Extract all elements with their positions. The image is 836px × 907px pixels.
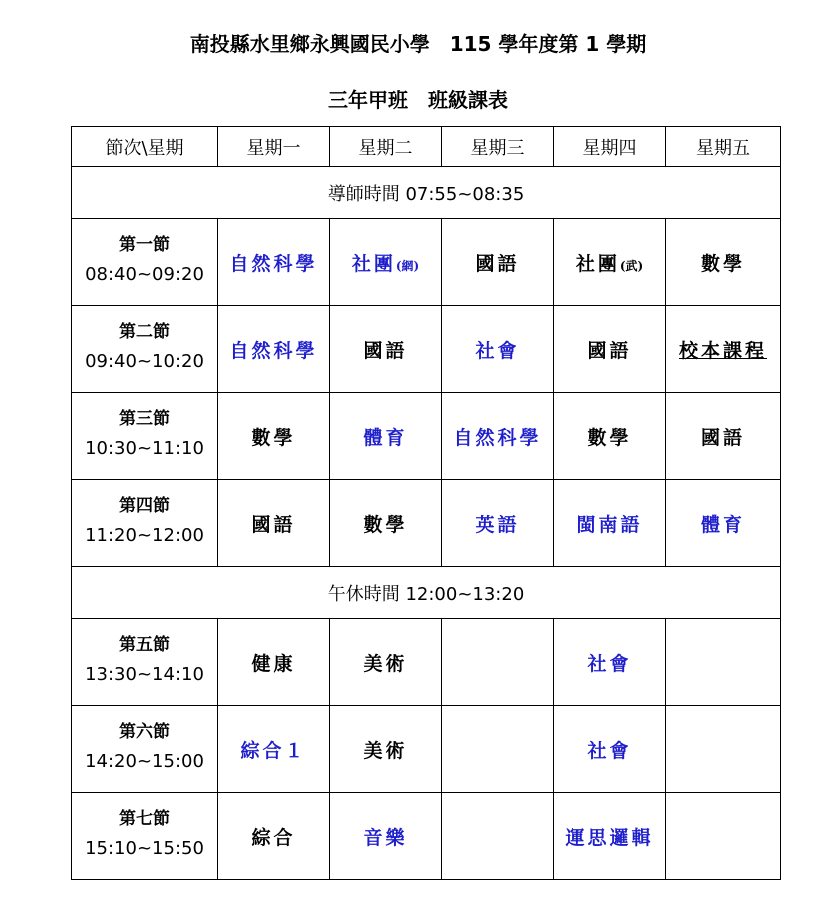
period-time: 15:10~15:50 <box>85 838 204 859</box>
subject-cell <box>554 306 666 393</box>
subject-cell <box>666 393 781 480</box>
subject-cell <box>330 793 442 880</box>
period-row <box>72 793 781 880</box>
subject-name: 體育 <box>363 426 408 449</box>
subject-cell <box>442 619 554 706</box>
subject-cell <box>330 480 442 567</box>
subject-cell <box>218 219 330 306</box>
subject-suffix: (網) <box>395 258 420 273</box>
subject-cell <box>218 706 330 793</box>
subject-name: 自然科學 <box>229 339 318 362</box>
period-row <box>72 393 781 480</box>
subject-cell <box>554 393 666 480</box>
subject-name: 社會 <box>475 339 520 362</box>
period-name: 第六節 <box>119 722 170 742</box>
subject-name: 運思邏輯 <box>565 826 654 849</box>
period-time: 09:40~10:20 <box>85 351 204 372</box>
subject-cell <box>666 480 781 567</box>
period-label <box>72 619 218 706</box>
subject-name: 綜合 <box>251 826 296 849</box>
subject-cell <box>554 706 666 793</box>
period-label <box>72 793 218 880</box>
day-header-mon: 星期一 <box>218 127 330 167</box>
school-term-title: 南投縣水里鄉永興國民小學 115 學年度第 1 學期 <box>189 32 647 56</box>
period-label <box>72 219 218 306</box>
period-time: 10:30~11:10 <box>85 438 204 459</box>
subject-cell <box>330 619 442 706</box>
period-row <box>72 706 781 793</box>
period-name: 第五節 <box>119 635 170 655</box>
period-name: 第二節 <box>119 322 170 342</box>
subject-cell <box>666 219 781 306</box>
mentor-time-label: 導師時間 07:55~08:35 <box>72 167 781 219</box>
period-time: 08:40~09:20 <box>85 264 204 285</box>
subject-name: 國語 <box>363 339 408 362</box>
period-label <box>72 306 218 393</box>
subject-name: 自然科學 <box>453 426 542 449</box>
subject-name: 閩南語 <box>576 513 643 536</box>
subject-name: 社團 <box>575 252 620 275</box>
subject-cell <box>666 306 781 393</box>
subject-name: 音樂 <box>363 826 408 849</box>
subject-name: 國語 <box>475 252 520 275</box>
subject-cell <box>554 480 666 567</box>
period-name: 第三節 <box>119 409 170 429</box>
subject-cell <box>218 619 330 706</box>
subject-name: 社團 <box>351 252 396 275</box>
class-schedule-table <box>71 126 781 880</box>
period-row <box>72 619 781 706</box>
period-name: 第一節 <box>119 235 170 255</box>
subject-cell <box>218 793 330 880</box>
subject-cell <box>330 706 442 793</box>
header-row <box>72 127 781 167</box>
subject-name: 體育 <box>700 513 745 536</box>
subject-name: 社會 <box>587 739 632 762</box>
subject-name: 數學 <box>700 252 745 275</box>
period-row <box>72 480 781 567</box>
lunch-time-row <box>72 567 781 619</box>
day-header-wed: 星期三 <box>442 127 554 167</box>
period-time: 13:30~14:10 <box>85 664 204 685</box>
period-row <box>72 306 781 393</box>
subject-cell <box>554 619 666 706</box>
subject-name: 社會 <box>587 652 632 675</box>
subject-name: 國語 <box>251 513 296 536</box>
subject-cell <box>330 393 442 480</box>
period-label <box>72 706 218 793</box>
subject-name: 綜合１ <box>240 739 307 762</box>
subject-cell <box>442 306 554 393</box>
schedule-body <box>72 127 781 880</box>
subject-name: 國語 <box>700 426 745 449</box>
subject-name: 自然科學 <box>229 252 318 275</box>
subject-cell <box>554 793 666 880</box>
period-label <box>72 393 218 480</box>
subject-name: 美術 <box>363 739 408 762</box>
subject-name: 國語 <box>587 339 632 362</box>
subject-name: 美術 <box>363 652 408 675</box>
subject-cell <box>442 219 554 306</box>
subject-name: 校本課程 <box>678 339 767 362</box>
corner-header: 節次\星期 <box>72 127 218 167</box>
period-label <box>72 480 218 567</box>
period-time: 14:20~15:00 <box>85 751 204 772</box>
period-row <box>72 219 781 306</box>
subject-name: 數學 <box>363 513 408 536</box>
subject-cell <box>442 706 554 793</box>
subject-cell <box>666 619 781 706</box>
mentor-time-row <box>72 167 781 219</box>
period-name: 第四節 <box>119 496 170 516</box>
subject-name: 數學 <box>587 426 632 449</box>
subject-cell <box>218 480 330 567</box>
subject-cell <box>442 793 554 880</box>
subject-cell <box>218 393 330 480</box>
period-time: 11:20~12:00 <box>85 525 204 546</box>
day-header-fri: 星期五 <box>666 127 781 167</box>
period-name: 第七節 <box>119 809 170 829</box>
subject-cell <box>218 306 330 393</box>
day-header-thu: 星期四 <box>554 127 666 167</box>
subject-name: 英語 <box>475 513 520 536</box>
subject-cell <box>330 306 442 393</box>
subject-cell <box>666 706 781 793</box>
subject-cell <box>666 793 781 880</box>
subject-cell <box>442 393 554 480</box>
subject-cell <box>554 219 666 306</box>
lunch-time-label: 午休時間 12:00~13:20 <box>72 567 781 619</box>
subject-cell <box>442 480 554 567</box>
class-schedule-title: 三年甲班 班級課表 <box>328 88 508 112</box>
subject-cell <box>330 219 442 306</box>
subject-name: 健康 <box>251 652 296 675</box>
subject-name: 數學 <box>251 426 296 449</box>
subject-suffix: (武) <box>619 258 644 273</box>
day-header-tue: 星期二 <box>330 127 442 167</box>
